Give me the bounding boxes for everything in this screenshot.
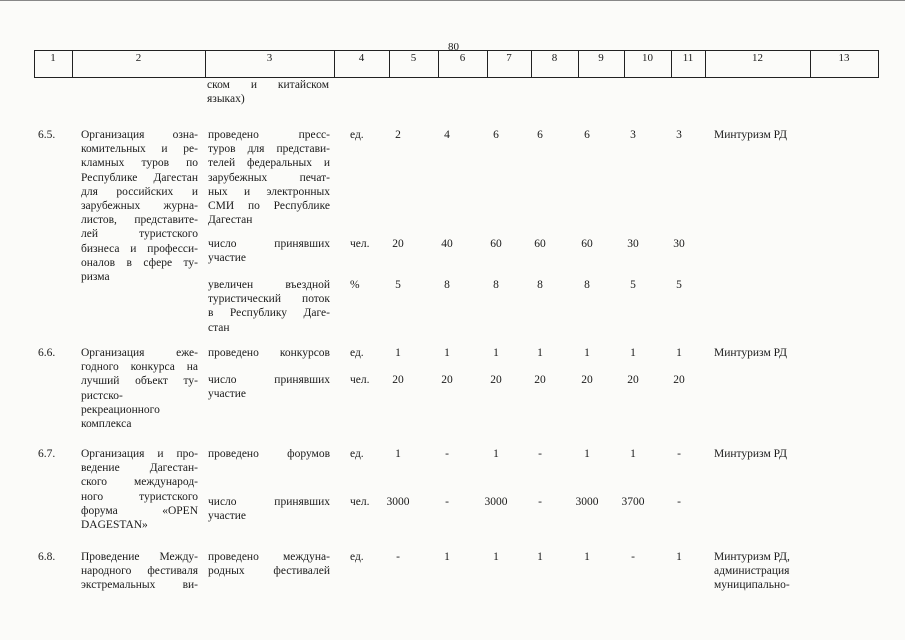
indicator-text — [208, 550, 330, 578]
value-cell — [425, 373, 469, 387]
unit-line: чел. — [350, 496, 370, 508]
value-cell-line: 20 — [441, 374, 453, 386]
value-cell — [611, 278, 655, 292]
measure-name-line: ского международ- — [81, 476, 198, 489]
value-cell — [657, 237, 701, 251]
value-cell-line: 20 — [627, 374, 639, 386]
indicator-text-line: проведено пресс- — [208, 129, 330, 141]
value-cell — [518, 278, 562, 292]
measure-name — [81, 447, 198, 532]
indicator-text-line: СМИ по Республике — [208, 200, 330, 213]
indicator-text-line: телей федеральных и — [208, 157, 330, 170]
row-number-line: 6.7. — [38, 448, 56, 460]
executor — [714, 550, 810, 593]
executor — [714, 346, 810, 360]
executor-line: Минтуризм РД — [714, 448, 787, 460]
indicator-text — [208, 128, 330, 227]
value-cell-line: 1 — [493, 551, 499, 563]
measure-name-line: лучший объект ту- — [81, 375, 198, 388]
value-cell — [474, 550, 518, 564]
unit-line: % — [350, 279, 360, 291]
value-cell-line: 60 — [534, 238, 546, 250]
value-cell — [425, 550, 469, 564]
value-cell-line: 3000 — [484, 496, 508, 508]
value-cell — [425, 278, 469, 292]
measure-name-line: ведение Дагестан- — [81, 462, 198, 475]
value-cell — [474, 278, 518, 292]
executor-line: муниципально- — [714, 579, 790, 592]
value-cell — [425, 346, 469, 360]
value-cell-line: 5 — [395, 279, 401, 291]
indicator-text-line: число принявших — [208, 238, 330, 250]
column-header-11: 11 — [682, 52, 694, 64]
value-cell — [518, 373, 562, 387]
value-cell — [518, 447, 562, 461]
column-header-7: 7 — [506, 52, 512, 64]
measure-name-line: форума «OPEN — [81, 504, 198, 517]
value-cell-line: 3 — [676, 129, 682, 141]
value-cell — [474, 346, 518, 360]
column-header-9: 9 — [598, 52, 604, 64]
indicator-text-line: число принявших — [208, 496, 330, 508]
value-cell — [611, 447, 655, 461]
executor-line: Минтуризм РД — [714, 347, 787, 359]
value-cell — [565, 373, 609, 387]
measure-name-line: DAGESTAN» — [81, 519, 148, 532]
page-top-edge — [0, 0, 905, 1]
measure-name-line: комительных и ре- — [81, 143, 198, 156]
measure-name-line: оналов в сфере ту- — [81, 256, 198, 269]
value-cell — [657, 550, 701, 564]
value-cell-line: 2 — [395, 129, 401, 141]
value-cell-line: 1 — [444, 347, 450, 359]
unit-line: чел. — [350, 238, 370, 250]
unit-line: ед. — [350, 347, 364, 359]
value-cell — [611, 373, 655, 387]
continued-indicator-text-line: языках) — [207, 93, 245, 106]
column-header-12: 12 — [752, 52, 763, 64]
indicator-text-line: проведено форумов — [208, 448, 330, 460]
value-cell-line: 1 — [630, 448, 636, 460]
value-cell — [474, 237, 518, 251]
value-cell-line: 1 — [395, 448, 401, 460]
measure-name-line: листов, представите- — [81, 214, 198, 227]
measure-name — [81, 128, 198, 284]
executor — [714, 128, 810, 142]
indicator-text — [208, 495, 330, 523]
value-cell — [657, 128, 701, 142]
value-cell-line: - — [445, 448, 449, 460]
value-cell — [565, 278, 609, 292]
indicator-text-line: ных и электронных — [208, 185, 330, 198]
value-cell — [376, 447, 420, 461]
row-number — [38, 550, 70, 564]
measure-name-line: Организация и про- — [81, 448, 198, 460]
value-cell-line: - — [538, 496, 542, 508]
indicator-text-line: в Республику Даге- — [208, 307, 330, 320]
measure-name — [81, 346, 198, 431]
measure-name-line: для российских и — [81, 185, 198, 198]
value-cell — [611, 346, 655, 360]
value-cell — [376, 346, 420, 360]
value-cell-line: 3000 — [386, 496, 410, 508]
value-cell — [376, 128, 420, 142]
row-number — [38, 447, 70, 461]
value-cell-line: 30 — [627, 238, 639, 250]
column-header-1: 1 — [50, 52, 56, 64]
column-header-3: 3 — [266, 52, 273, 64]
value-cell-line: 5 — [676, 279, 682, 291]
value-cell-line: 8 — [537, 279, 543, 291]
measure-name-line: ристско- — [81, 389, 123, 402]
value-cell — [474, 373, 518, 387]
value-cell-line: 20 — [392, 238, 404, 250]
indicator-text — [208, 237, 330, 265]
value-cell-line: 8 — [493, 279, 499, 291]
measure-name-line: экстремальных ви- — [81, 579, 198, 592]
value-cell — [565, 128, 609, 142]
value-cell — [565, 447, 609, 461]
value-cell — [565, 495, 609, 509]
value-cell-line: - — [677, 496, 681, 508]
value-cell — [474, 495, 518, 509]
value-cell-line: 3 — [630, 129, 636, 141]
value-cell — [376, 373, 420, 387]
value-cell-line: 20 — [581, 374, 593, 386]
value-cell — [518, 128, 562, 142]
value-cell — [518, 550, 562, 564]
value-cell-line: 6 — [493, 129, 499, 141]
row-number — [38, 346, 70, 360]
value-cell-line: 6 — [584, 129, 590, 141]
column-header-5: 5 — [410, 52, 417, 64]
value-cell — [611, 128, 655, 142]
value-cell-line: - — [631, 551, 635, 563]
value-cell-line: 1 — [537, 551, 543, 563]
value-cell-line: 60 — [581, 238, 593, 250]
value-cell-line: 8 — [444, 279, 450, 291]
value-cell-line: 20 — [673, 374, 685, 386]
measure-name-line: годного конкурса на — [81, 361, 198, 374]
measure-name-line: Организация еже- — [81, 347, 198, 359]
measure-name-line: комплекса — [81, 418, 132, 431]
measure-name-line: кламных туров по — [81, 157, 198, 170]
value-cell-line: 1 — [584, 551, 590, 563]
indicator-text-line: проведено междуна- — [208, 551, 330, 563]
value-cell — [518, 237, 562, 251]
executor-line: администрация — [714, 565, 790, 578]
unit-line: ед. — [350, 448, 364, 460]
executor-line: Минтуризм РД — [714, 129, 787, 141]
value-cell-line: 1 — [493, 347, 499, 359]
executor — [714, 447, 810, 461]
measure-name-line: ризма — [81, 271, 110, 284]
indicator-text-line: туров для представи- — [208, 143, 330, 156]
value-cell-line: 6 — [537, 129, 543, 141]
value-cell-line: - — [396, 551, 400, 563]
value-cell-line: 3700 — [621, 496, 645, 508]
value-cell — [376, 237, 420, 251]
value-cell — [425, 128, 469, 142]
value-cell-line: 1 — [676, 551, 682, 563]
row-number — [38, 128, 70, 142]
value-cell — [474, 447, 518, 461]
indicator-text-line: число принявших — [208, 374, 330, 386]
indicator-text-line: туристический поток — [208, 293, 330, 306]
measure-name-line: лей туристского — [81, 228, 198, 241]
indicator-text-line: родных фестивалей — [208, 565, 330, 578]
value-cell — [565, 237, 609, 251]
value-cell — [425, 237, 469, 251]
value-cell-line: 1 — [395, 347, 401, 359]
indicator-text-line: участие — [208, 388, 247, 401]
indicator-text — [208, 447, 330, 461]
value-cell-line: - — [538, 448, 542, 460]
value-cell-line: 40 — [441, 238, 453, 250]
executor-line: Минтуризм РД, — [714, 551, 790, 563]
value-cell — [611, 495, 655, 509]
unit-line: ед. — [350, 551, 364, 563]
value-cell-line: 5 — [630, 279, 636, 291]
indicator-text-line: увеличен въездной — [208, 279, 330, 291]
value-cell — [657, 278, 701, 292]
value-cell — [611, 237, 655, 251]
value-cell-line: 20 — [534, 374, 546, 386]
value-cell-line: 1 — [676, 347, 682, 359]
value-cell — [425, 447, 469, 461]
value-cell-line: 3000 — [575, 496, 599, 508]
value-cell — [474, 128, 518, 142]
column-header-4: 4 — [358, 52, 365, 64]
value-cell — [565, 550, 609, 564]
page-number: 80 — [448, 41, 459, 53]
measure-name-line: Проведение Между- — [81, 551, 198, 563]
value-cell-line: 20 — [392, 374, 404, 386]
indicator-text-line: зарубежных печат- — [208, 171, 330, 184]
value-cell — [518, 495, 562, 509]
measure-name-line: бизнеса и професси- — [81, 242, 198, 255]
value-cell-line: 8 — [584, 279, 590, 291]
measure-name-line: Республике Дагестан — [81, 171, 198, 184]
value-cell — [657, 346, 701, 360]
value-cell — [611, 550, 655, 564]
indicator-text-line: участие — [208, 252, 247, 265]
value-cell-line: 60 — [490, 238, 502, 250]
value-cell-line: 1 — [444, 551, 450, 563]
value-cell-line: - — [445, 496, 449, 508]
measure-name-line: народного фестиваля — [81, 565, 198, 578]
column-header-2: 2 — [135, 52, 142, 64]
value-cell-line: 1 — [584, 448, 590, 460]
indicator-text-line: Дагестан — [208, 214, 253, 227]
indicator-text-line: стан — [208, 321, 230, 334]
value-cell — [657, 447, 701, 461]
measure-name-line: зарубежных журна- — [81, 200, 198, 213]
unit-line: чел. — [350, 374, 370, 386]
value-cell-line: 30 — [673, 238, 685, 250]
value-cell — [376, 495, 420, 509]
value-cell-line: 1 — [630, 347, 636, 359]
measure-name-line: рекреационного — [81, 403, 160, 416]
column-header-10: 10 — [642, 52, 653, 64]
continued-indicator-text-line: ском и китайском — [207, 79, 329, 91]
value-cell — [657, 495, 701, 509]
row-number-line: 6.8. — [38, 551, 56, 563]
indicator-text-line: участие — [208, 510, 247, 523]
measure-name-line: ного туристского — [81, 490, 198, 503]
value-cell — [565, 346, 609, 360]
value-cell-line: - — [677, 448, 681, 460]
indicator-text — [208, 346, 330, 360]
row-number-line: 6.5. — [38, 129, 56, 141]
continued-indicator-text — [207, 78, 329, 106]
indicator-text-line: проведено конкурсов — [208, 347, 330, 359]
value-cell — [376, 550, 420, 564]
unit-line: ед. — [350, 129, 364, 141]
value-cell — [425, 495, 469, 509]
column-header-6: 6 — [459, 52, 466, 64]
value-cell-line: 1 — [493, 448, 499, 460]
value-cell-line: 1 — [584, 347, 590, 359]
value-cell — [376, 278, 420, 292]
row-number-line: 6.6. — [38, 347, 56, 359]
indicator-text — [208, 278, 330, 335]
value-cell — [657, 373, 701, 387]
column-header-13: 13 — [838, 52, 850, 64]
measure-name-line: Организация озна- — [81, 129, 198, 141]
indicator-text — [208, 373, 330, 401]
value-cell-line: 1 — [537, 347, 543, 359]
value-cell — [518, 346, 562, 360]
measure-name — [81, 550, 198, 593]
value-cell-line: 4 — [444, 129, 450, 141]
column-header-8: 8 — [551, 52, 558, 64]
value-cell-line: 20 — [490, 374, 502, 386]
